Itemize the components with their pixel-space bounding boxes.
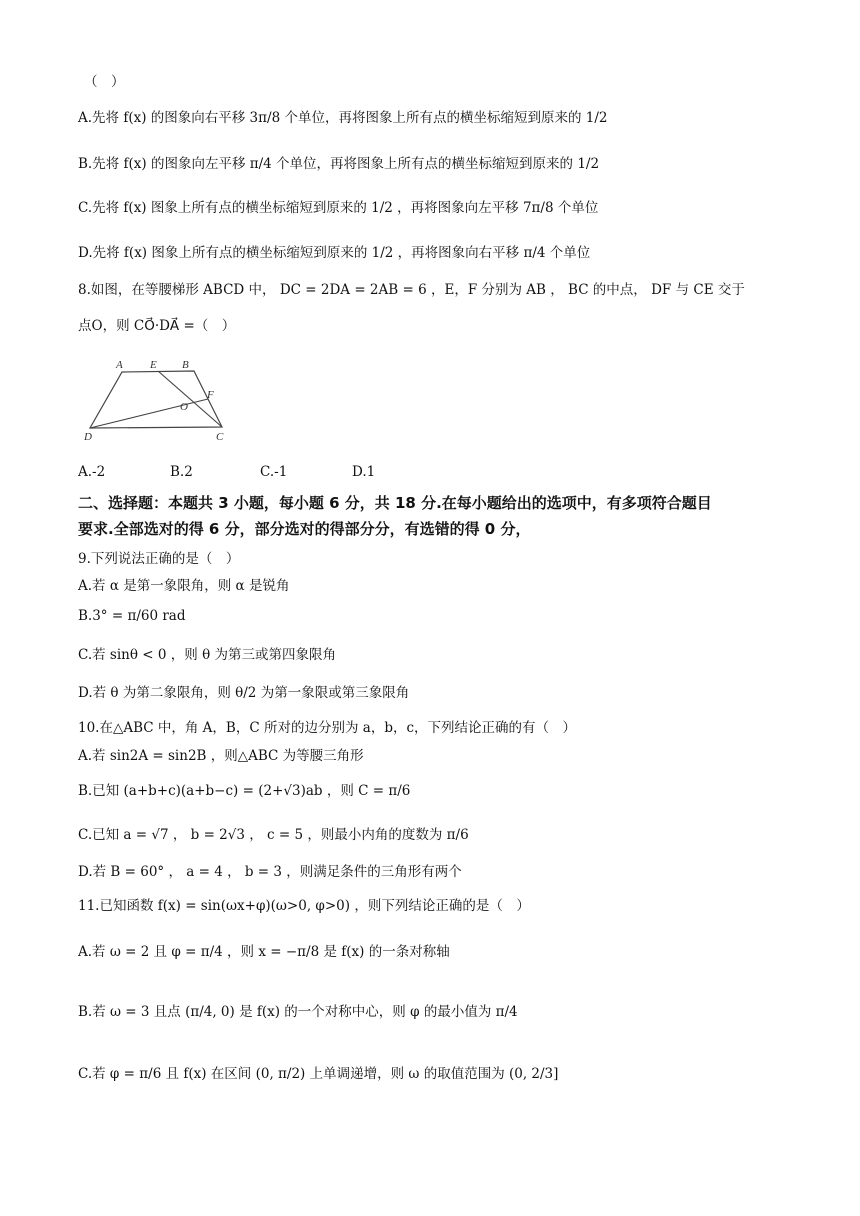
q11-option-a: A.若 ω = 2 且 φ = π/4 ，则 x = −π/8 是 f(x) 的一条对称轴 — [78, 944, 450, 960]
q9-option-a: A.若 α 是第一象限角，则 α 是锐角 — [78, 578, 290, 594]
q9-option-c: C.若 sinθ < 0 ，则 θ 为第三或第四象限角 — [78, 647, 336, 663]
q10-option-d: D.若 B = 60° ， a = 4 ， b = 3 ，则满足条件的三角形有两个 — [78, 864, 462, 880]
section2-heading-line1: 二、选择题：本题共 3 小题，每小题 6 分，共 18 分.在每小题给出的选项中，有多项符合题目 — [78, 494, 712, 512]
q7-option-a: A.先将 f(x) 的图象向右平移 3π/8 个单位，再将图象上所有点的横坐标缩短到原来的 1/2 — [78, 110, 608, 126]
label-f: F — [207, 389, 214, 401]
label-d: D — [84, 431, 92, 443]
q8-option-c: C.-1 — [260, 464, 288, 480]
segment-df — [90, 399, 208, 428]
q9-option-d: D.若 θ 为第二象限角，则 θ/2 为第一象限或第三象限角 — [78, 685, 410, 701]
q7-answer-bracket: （ ） — [84, 74, 125, 90]
label-a: A — [116, 359, 123, 371]
q11-option-c: C.若 φ = π/6 且 f(x) 在区间 (0, π/2) 上单调递增，则 ω 的取值范围为 (0, 2/3] — [78, 1066, 559, 1082]
q8-option-d: D.1 — [352, 464, 376, 480]
label-b: B — [182, 359, 189, 371]
q10-option-c: C.已知 a = √7 ， b = 2√3 ， c = 5 ，则最小内角的度数为 π/6 — [78, 827, 469, 843]
q10-option-b: B.已知 (a+b+c)(a+b−c) = (2+√3)ab ，则 C = π/6 — [78, 783, 411, 799]
q8-option-a: A.-2 — [78, 464, 106, 480]
q8-option-b: B.2 — [170, 464, 193, 480]
label-o: O — [180, 401, 188, 413]
trapezoid-outline — [90, 371, 222, 428]
q11-stem: 11.已知函数 f(x) = sin(ωx+φ)(ω>0, φ>0) ，则下列结论正确的是（ ） — [78, 898, 530, 914]
q9-stem: 9.下列说法正确的是（ ） — [78, 551, 240, 567]
q11-option-b: B.若 ω = 3 且点 (π/4, 0) 是 f(x) 的一个对称中心，则 φ 的最小值为 π/4 — [78, 1004, 518, 1020]
q7-option-d: D.先将 f(x) 图象上所有点的横坐标缩短到原来的 1/2 ，再将图象向右平移 π/4 个单位 — [78, 245, 591, 261]
q10-stem: 10.在△ABC 中，角 A，B，C 所对的边分别为 a，b，c，下列结论正确的有（ ） — [78, 720, 577, 736]
label-c: C — [216, 431, 224, 443]
q8-stem-line2: 点O，则 CO⃗·DA⃗ =（ ） — [78, 318, 236, 334]
label-e: E — [150, 359, 157, 371]
q10-option-a: A.若 sin2A = sin2B ，则△ABC 为等腰三角形 — [78, 748, 364, 764]
q8-stem-line1: 8.如图，在等腰梯形 ABCD 中， DC = 2DA = 2AB = 6 ，E，F 分别为 AB ， BC 的中点， DF 与 CE 交于 — [78, 282, 745, 298]
q7-option-c: C.先将 f(x) 图象上所有点的横坐标缩短到原来的 1/2 ，再将图象向左平移 7π/8 个单位 — [78, 200, 599, 216]
section2-heading-line2: 要求.全部选对的得 6 分，部分选对的得部分分，有选错的得 0 分， — [78, 520, 531, 538]
q7-option-b: B.先将 f(x) 的图象向左平移 π/4 个单位，再将图象上所有点的横坐标缩短到原来的 1/2 — [78, 156, 600, 172]
trapezoid-figure — [78, 355, 248, 445]
q9-option-b: B.3° = π/60 rad — [78, 608, 186, 624]
